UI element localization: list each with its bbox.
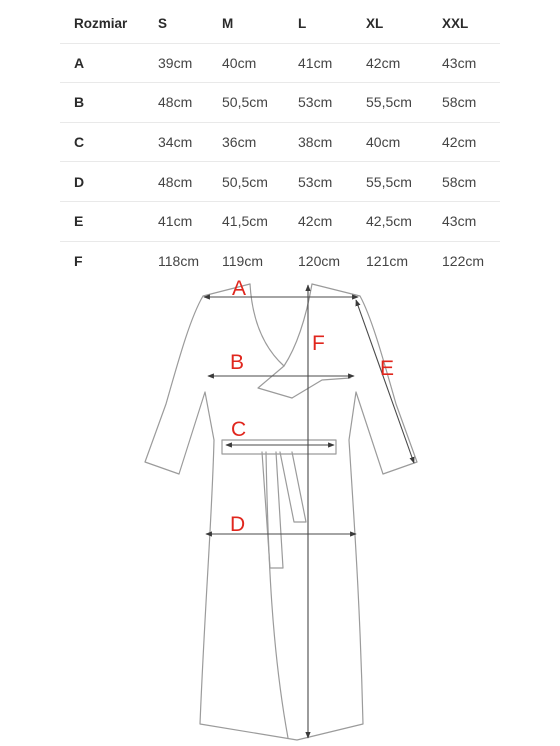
header-row xyxy=(60,4,500,43)
row-label: A xyxy=(60,43,144,83)
table-cell: 39cm xyxy=(144,43,208,83)
table-cell: 36cm xyxy=(208,122,284,162)
wrap-edge xyxy=(292,378,350,398)
table-cell: 41cm xyxy=(284,43,352,83)
header-xxl: XXL xyxy=(428,4,500,43)
table-cell: 42,5cm xyxy=(352,201,428,241)
robe-measurement-diagram xyxy=(0,268,560,746)
header-size: Rozmiar xyxy=(60,4,144,43)
table-cell: 118cm xyxy=(158,252,199,269)
label-d: D xyxy=(230,513,246,536)
table-cell: 42cm xyxy=(284,201,352,241)
table-cell: 41cm xyxy=(144,201,208,241)
table-cell: 119cm xyxy=(222,252,263,269)
table-cell: 43cm xyxy=(428,43,500,83)
header-m: M xyxy=(208,4,284,43)
table-row xyxy=(60,201,500,241)
table-cell: 120cm xyxy=(298,252,341,269)
label-c: C xyxy=(231,418,247,441)
table-row xyxy=(60,43,500,83)
table-row xyxy=(60,122,500,162)
measure-line-e xyxy=(356,300,414,463)
table-cell: 40cm xyxy=(208,43,284,83)
table-cell: 58cm xyxy=(428,83,500,123)
table-cell: 122cm xyxy=(442,252,485,269)
table-cell: 42cm xyxy=(352,43,428,83)
table-row xyxy=(60,83,500,123)
table-cell: 41,5cm xyxy=(208,201,284,241)
table-cell: 43cm xyxy=(428,201,500,241)
table-cell: 58cm xyxy=(428,162,500,202)
table-cell: 42cm xyxy=(428,122,500,162)
row-label: B xyxy=(60,83,144,123)
robe-body-outline xyxy=(145,284,417,740)
belt-tie-left xyxy=(262,452,283,568)
label-b: B xyxy=(230,351,245,374)
table-cell: 34cm xyxy=(144,122,208,162)
table-cell: 38cm xyxy=(284,122,352,162)
table-cell: 50,5cm xyxy=(208,162,284,202)
label-a: A xyxy=(232,277,247,300)
table-row xyxy=(60,162,500,202)
table-cell: 55,5cm xyxy=(352,162,428,202)
table-cell: 48cm xyxy=(144,162,208,202)
label-f: F xyxy=(312,332,325,355)
row-label: E xyxy=(60,201,144,241)
table-cell: 121cm xyxy=(366,252,409,269)
table-cell: 40cm xyxy=(352,122,428,162)
row-label: F xyxy=(74,252,83,269)
belt-tie-right xyxy=(280,452,306,522)
label-e: E xyxy=(380,357,395,380)
header-s: S xyxy=(144,4,208,43)
waist-belt xyxy=(222,440,336,454)
collar-left xyxy=(250,284,292,398)
header-xl: XL xyxy=(352,4,428,43)
header-l: L xyxy=(284,4,352,43)
robe-outline xyxy=(145,284,417,740)
row-label: C xyxy=(60,122,144,162)
table-cell: 48cm xyxy=(144,83,208,123)
table-cell: 53cm xyxy=(284,162,352,202)
front-panel-edge xyxy=(266,452,288,738)
table-cell: 53cm xyxy=(284,83,352,123)
table-cell: 50,5cm xyxy=(208,83,284,123)
row-label: D xyxy=(60,162,144,202)
table-cell: 55,5cm xyxy=(352,83,428,123)
size-chart-table xyxy=(60,4,500,280)
